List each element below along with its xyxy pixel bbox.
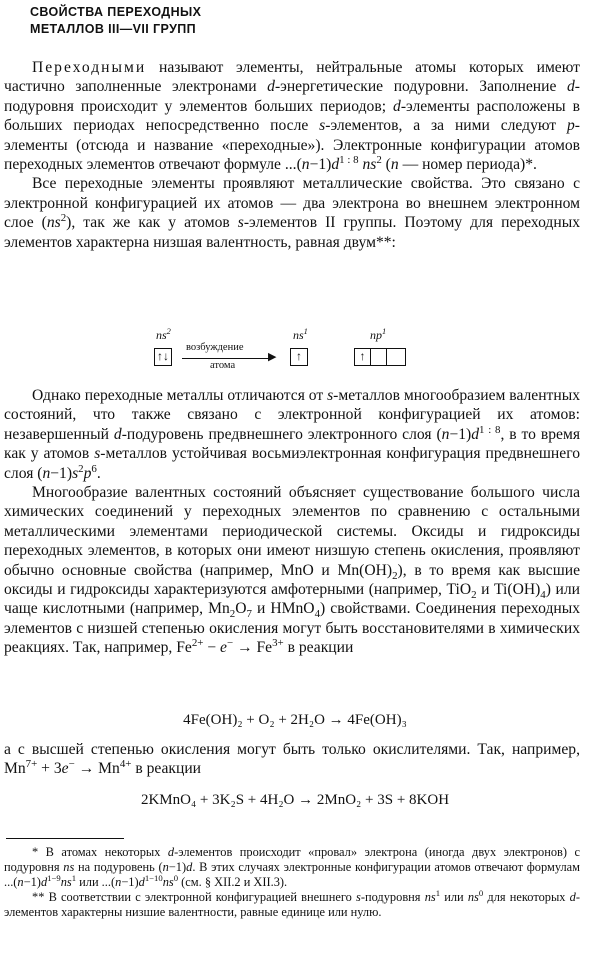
excitation-arrow [182, 358, 272, 359]
label-ns2: $ns^2$ [156, 327, 171, 342]
footnote-2: ** В соответствии с электронной конфигурацией внешнего s-подуровня $ns^1$ или $ns^0$ для некоторых d-элементов характерны низшие валентности, равные единице или нулю. [4, 887, 581, 919]
empty-orbital-cell [371, 349, 387, 365]
body-text [4, 58, 580, 252]
electron-excitation-scheme [148, 328, 448, 378]
arrow-head-icon: ▶ [268, 351, 277, 363]
term-transition: Переходными [32, 59, 147, 76]
orbital-box-ns2 [154, 348, 172, 366]
arrow-label-atom: атома [210, 360, 236, 371]
paragraph-2: Все переходные элементы проявляют металлические свойства. Это связано с электронной конфигурацией их атомов — два электрона во внешнем электронном слое $(ns^2)$, так же как у атомов s-элементов II группы. Поэтому для переходных элементов характерна низшая валентность, равная двум**: [4, 175, 580, 251]
empty-orbital-cell [387, 349, 403, 365]
label-ns1: $ns^1$ [293, 327, 308, 342]
heading-line-2: МЕТАЛЛОВ III—VII ГРУПП [30, 22, 197, 36]
footnote-1: * В атомах некоторых d-элементов происходит «провал» электрона (иногда двух электронов) с подуровня ns на подуровень (n−1)d. В этих случаях электронные конфигурации атомов отвечают формулам $...(n-1)d^{1-9}ns^1$ или $...(n-1)d^{1-10}ns^0$ (см. § XII.2 и XII.3). [4, 845, 581, 889]
label-np1: $np^1$ [370, 327, 387, 342]
single-spin-arrow: ↑ [296, 349, 302, 363]
equation-permanganate: 2KMnO₄ + 3K₂S + 4H₂O → 2MnO₂ + 3S + 8KOH [140, 792, 450, 808]
paragraph-5: а с высшей степенью окисления могут быть только окислителями. Так, например, $Mn^{7+} + 3e^- \to Mn^{4+}$ в реакции [4, 741, 580, 778]
footnote-separator [6, 838, 124, 839]
equation-iron-oxidation: 4Fe(OH)₂ + O₂ + 2H₂O → 4Fe(OH)₃ [183, 712, 407, 728]
paragraph-3: Однако переходные металлы отличаются от s-металлов многообразием валентных состояний, что также связано с электронной конфигурацией их атомов: незавершенный d-подуровень предвнешнего электронного слоя $(n-1)d^{1 : 8}$, в то время как у атомов s-металлов устойчивая восьмиэлектронная конфигурация предвнешнего слоя $(n-1)s^2p^6$. [4, 387, 580, 482]
heading-line-1: СВОЙСТВА ПЕРЕХОДНЫХ [30, 5, 202, 19]
section-heading [30, 4, 201, 38]
footnotes [4, 845, 580, 920]
arrow-label-excitation: возбуждение [186, 342, 244, 353]
paragraph-1: Переходными называют элементы, нейтральные атомы которых имеют частично заполненные электронами d-энергетические подуровни. Заполнение d-подуровня происходит у элементов больших периодов; d-элементы расположены в больших периодах непосредственно после s-элементов, а за ними следуют p-элементы (отсюда и название «переходные»). Электронные конфигурации атомов переходных элементов отвечают формуле $...(n-1)d^{1 : 8}$ $ns^2$ (n — номер периода)*. [4, 59, 580, 174]
paragraph-4: Многообразие валентных состояний объясняет существование большого числа химических соединений у переходных элементов по сравнению с остальными металлическими элементами периодической системы. Оксиды и гидроксиды переходных элементов, в которых они имеют низшую степень окисления, проявляют обычно основные свойства (например, MnO и $Mn(OH)_2$), в то время как высшие оксиды и гидроксиды характеризуются амфотерными (например, TiO$_2$ и $Ti(OH)_4$) или чаще кислотными (например, $Mn_2O_7$ и HMnO$_4$) свойствами. Соединения переходных элементов с низшей степенью окисления могут быть восстановителями в химических реакциях. Так, например, $Fe^{2+} - e^- \to Fe^{3+}$ в реакции [4, 484, 580, 657]
body-text-final [4, 740, 580, 779]
orbital-box-ns1 [290, 348, 308, 366]
body-text-continued [4, 386, 580, 658]
paired-spin-arrows: ↑↓ [157, 349, 169, 363]
orbital-box-np [354, 348, 406, 366]
single-spin-arrow-np: ↑ [355, 349, 371, 365]
